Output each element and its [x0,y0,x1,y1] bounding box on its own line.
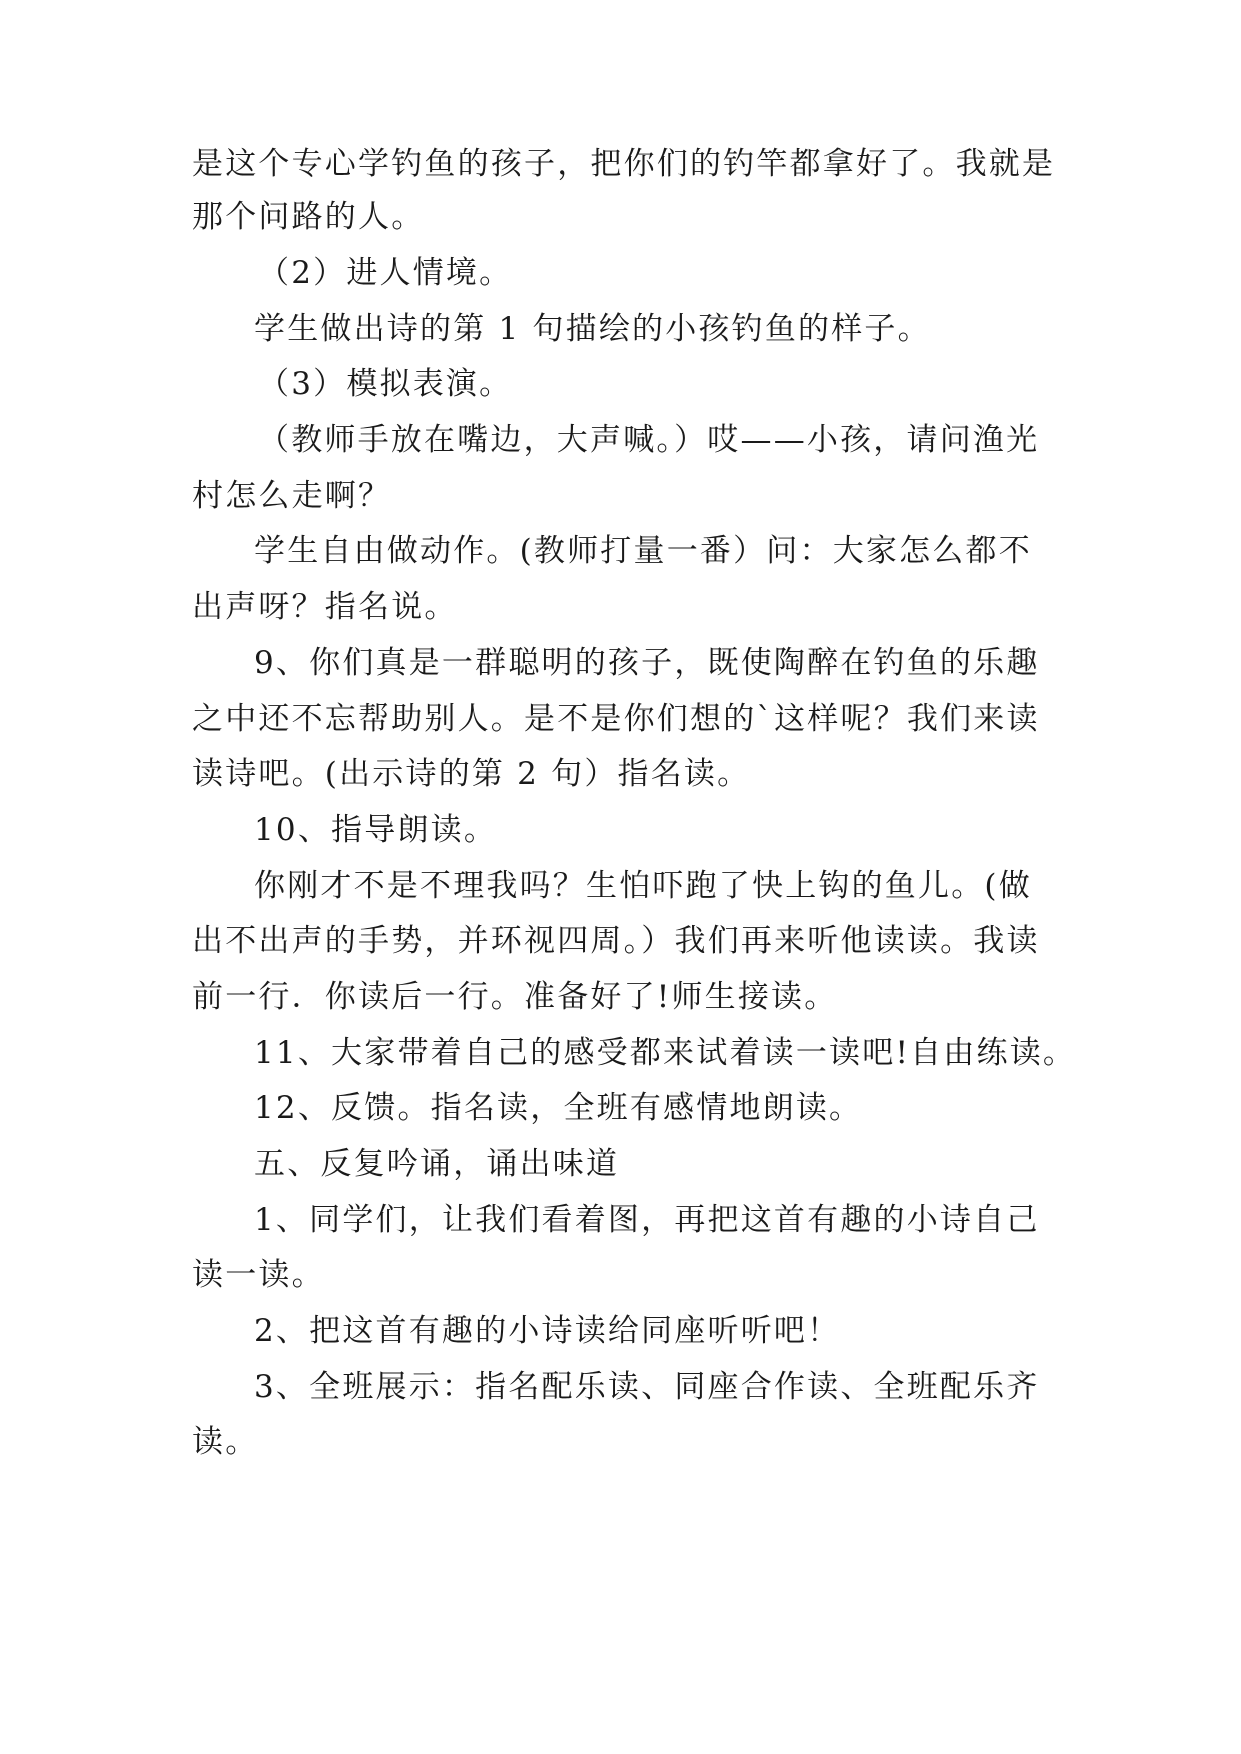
text-line: 学生做出诗的第 1 句描绘的小孩钓鱼的样子。 [254,311,931,347]
text-line: 1、同学们，让我们看着图，再把这首有趣的小诗自己 [254,1202,1040,1238]
text-line: （3）模拟表演。 [258,366,513,402]
text-line: 10、指导朗读。 [254,812,498,848]
text-line: 12、反馈。指名读，全班有感情地朗读。 [254,1090,863,1126]
text-line: 你刚才不是不理我吗？生怕吓跑了快上钩的鱼儿。(做 [254,868,1032,904]
text-line: 出不出声的手势，并环视四周。）我们再来听他读读。我读 [192,923,1040,959]
text-line: （教师手放在嘴边，大声喊。）哎——小孩，请问渔光 [258,422,1040,458]
text-line: 学生自由做动作。(教师打量一番）问：大家怎么都不 [254,533,1032,569]
text-line: 11、大家带着自己的感受都来试着读一读吧!自由练读。 [254,1035,1077,1071]
section-heading: 五、反复吟诵，诵出味道 [254,1146,620,1182]
text-line: 是这个专心学钓鱼的孩子，把你们的钓竿都拿好了。我就是 [192,146,1056,182]
text-line: 读诗吧。(出示诗的第 2 句）指名读。 [192,756,751,792]
text-line: 3、全班展示：指名配乐读、同座合作读、全班配乐齐 [254,1369,1040,1405]
text-line: 出声呀？指名说。 [192,589,458,625]
text-line: 2、把这首有趣的小诗读给同座听听吧！ [254,1313,841,1349]
text-line: （2）进人情境。 [258,255,513,291]
text-line: 前一行．你读后一行。准备好了!师生接读。 [192,979,838,1015]
text-line: 那个问路的人。 [192,199,425,235]
text-line: 读。 [192,1424,259,1460]
text-line: 9、你们真是一群聪明的孩子，既使陶醉在钓鱼的乐趣 [254,645,1040,681]
text-line: 村怎么走啊？ [192,478,392,514]
text-line: 读一读。 [192,1257,325,1293]
text-line: 之中还不忘帮助别人。是不是你们想的`这样呢？我们来读 [192,701,1040,737]
